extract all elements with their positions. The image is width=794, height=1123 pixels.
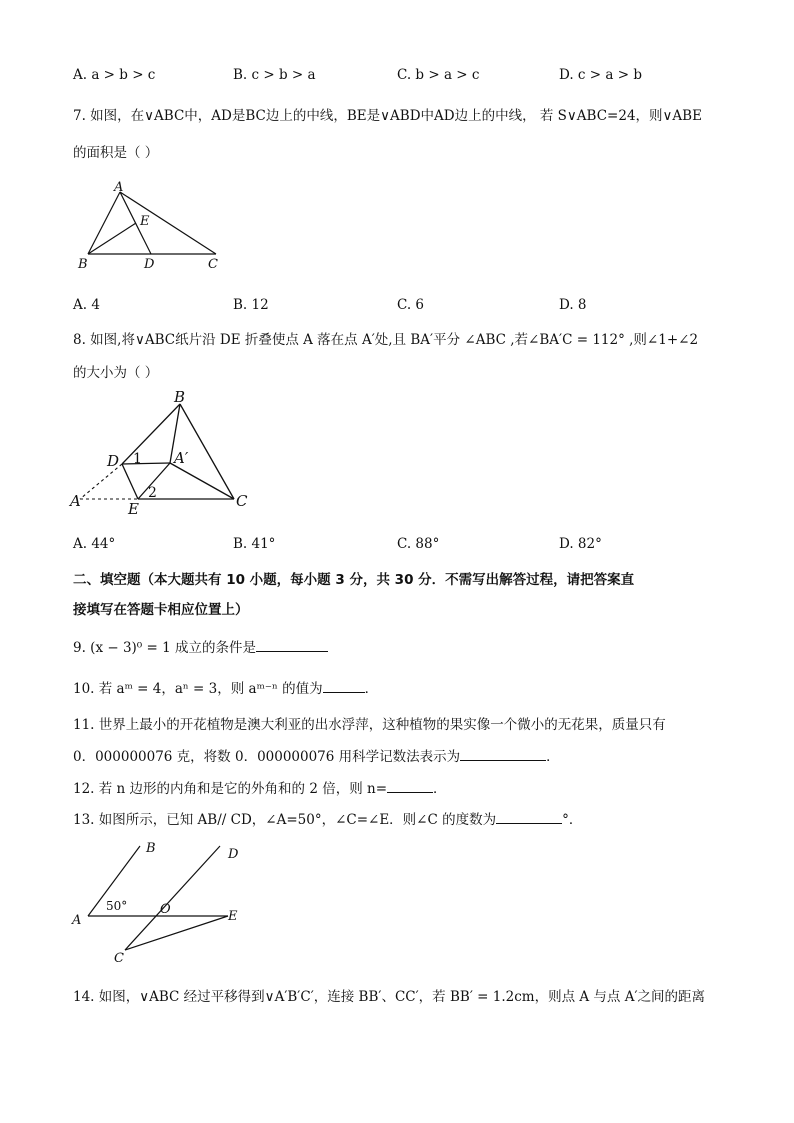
q6-options: [73, 67, 733, 87]
q7-label-d: D: [144, 257, 155, 272]
q8-figure: [70, 388, 260, 518]
section2-heading-line1: 二、填空题（本大题共有 10 小题，每小题 3 分，共 30 分．不需写出解答过程，请把答案直: [73, 572, 635, 588]
q7-label-c: C: [208, 257, 218, 272]
q9-answer-blank: [256, 639, 328, 652]
q8-option-d: D. 82°: [559, 536, 602, 552]
q12: [73, 777, 733, 797]
q11-tail: ．: [546, 749, 560, 765]
q7-option-c: C. 6: [397, 297, 425, 313]
q8-stem-line1: 8. 如图,将∨ABC纸片沿 DE 折叠使点 A 落在点 A′处,且 BA′平分 ∠ABC ,若∠BA′C = 112° ,则∠1+∠2: [73, 332, 699, 348]
q12-text: 12. 若 n 边形的内角和是它的外角和的 2 倍，则 n=: [73, 781, 388, 797]
q11-line1: 11. 世界上最小的开花植物是澳大利亚的出水浮萍，这种植物的果实像一个微小的无花果，质量只有: [73, 717, 666, 733]
q13-label-d: D: [228, 847, 239, 862]
q7-option-d: D. 8: [559, 297, 587, 313]
q8-label-angle1: 1: [133, 451, 142, 467]
q13-label-a: A: [72, 913, 82, 928]
q8-label-d: D: [107, 452, 120, 470]
q7-option-b: B. 12: [233, 297, 269, 313]
q8-label-c: C: [236, 492, 248, 510]
q13-label-b: B: [146, 841, 156, 856]
q13-label-angle-50: 50°: [106, 899, 128, 913]
q6-option-a: A. a > b > c: [73, 67, 156, 83]
q8-label-b: B: [174, 388, 186, 406]
q13-label-c: C: [114, 951, 124, 966]
q12-tail: ．: [433, 781, 447, 797]
section2-heading-line2: 接填写在答题卡相应位置上）: [73, 602, 249, 618]
q13-label-o: O: [160, 902, 171, 917]
q10-answer-blank: [323, 680, 365, 693]
q13-label-e: E: [228, 909, 238, 924]
q13-figure: [70, 838, 250, 968]
q8-stem-line2: 的大小为（ ）: [73, 365, 159, 381]
q11-answer-blank: [460, 748, 546, 761]
q6-option-c: C. b > a > c: [397, 67, 480, 83]
q9: [73, 636, 733, 656]
q13: [73, 808, 733, 828]
q6-option-b: B. c > b > a: [233, 67, 316, 83]
q14-line1: 14. 如图，∨ABC 经过平移得到∨A′B′C′，连接 BB′、CC′，若 BB′ = 1.2cm，则点 A 与点 A′之间的距离: [73, 989, 706, 1005]
q6-option-d: D. c > a > b: [559, 67, 642, 83]
q11-line2: 0．000000076 克，将数 0．000000076 用科学记数法表示为: [73, 749, 461, 765]
q11-line2-wrap: [73, 745, 733, 765]
q10: [73, 677, 733, 697]
q7-label-b: B: [78, 257, 88, 272]
q7-figure: [70, 178, 230, 273]
q8-options: [73, 536, 733, 556]
q7-label-e: E: [140, 214, 150, 229]
q8-label-e: E: [128, 500, 139, 518]
q10-text: 10. 若 aᵐ = 4，aⁿ = 3，则 aᵐ⁻ⁿ 的值为: [73, 681, 323, 697]
q7-option-a: A. 4: [73, 297, 100, 313]
q8-label-a-prime: A′: [174, 449, 189, 467]
q10-tail: ．: [364, 681, 379, 697]
q7-stem-line1: 7. 如图，在∨ABC中，AD是BC边上的中线，BE是∨ABD中AD边上的中线， 若 S∨ABC=24，则∨ABE: [73, 108, 702, 124]
q8-label-a: A: [70, 492, 81, 510]
q13-answer-blank: [496, 811, 562, 824]
q7-options: [73, 297, 733, 317]
q9-text: 9. (x − 3)⁰ = 1 成立的条件是: [73, 640, 256, 656]
q13-tail: °．: [562, 812, 583, 828]
q13-text: 13. 如图所示，已知 AB// CD，∠A=50°，∠C=∠E．则∠C 的度数为: [73, 812, 497, 828]
q8-label-angle2: 2: [148, 485, 157, 501]
q8-option-b: B. 41°: [233, 536, 276, 552]
q7-stem-line2: 的面积是（ ）: [73, 145, 159, 161]
q12-answer-blank: [387, 780, 433, 793]
q8-option-a: A. 44°: [73, 536, 116, 552]
q7-label-a: A: [114, 180, 124, 195]
q8-option-c: C. 88°: [397, 536, 440, 552]
